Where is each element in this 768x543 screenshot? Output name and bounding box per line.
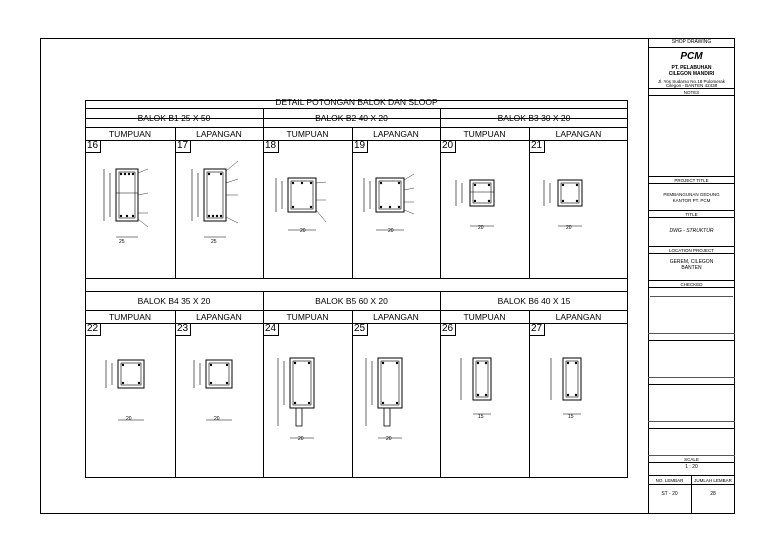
beam-section-drawing — [272, 350, 347, 445]
beam-section-drawing — [100, 155, 160, 250]
project-title: PEMBANGUNAN GEDUNG — [663, 192, 720, 197]
tumpuan-label: TUMPUAN — [286, 312, 329, 322]
title-block — [648, 38, 735, 514]
beam-name: BALOK B4 35 X 20 — [137, 296, 211, 306]
detail-number: 16 — [85, 140, 101, 153]
dim-width: 20 — [300, 228, 306, 234]
dim-width: 20 — [566, 225, 572, 231]
beam-section-drawing — [538, 170, 618, 235]
project-title-label: PROJECT TITLE — [674, 178, 709, 183]
company-address-2: Cilegon - BANTEN 42438 — [665, 83, 718, 88]
dim-width: 25 — [119, 239, 125, 245]
detail-number: 27 — [529, 323, 545, 336]
divider — [85, 310, 628, 311]
scale-value: 1 : 20 — [685, 464, 698, 470]
divider — [85, 108, 628, 109]
beam-name: BALOK B2 40 X 20 — [315, 113, 388, 123]
title-label: TITLE — [685, 212, 698, 217]
divider — [85, 278, 628, 279]
company-name: PT. PELABUHAN — [671, 65, 712, 71]
beam-section-drawing — [100, 350, 170, 425]
beam-name: BALOK B6 40 X 15 — [497, 296, 571, 306]
sheet-total: 28 — [710, 491, 716, 497]
drawing-title: DETAIL POTONGAN BALOK DAN SLOOP — [275, 97, 438, 107]
lapangan-label: LAPANGAN — [555, 312, 602, 322]
detail-number: 20 — [440, 140, 456, 153]
sheet-number: ST - 20 — [661, 491, 678, 497]
project-title-2: KANTOR PT. PCM — [672, 198, 711, 203]
sheet-no-label: NO. LEMBAR — [655, 478, 684, 483]
beam-name: BALOK B5 60 X 20 — [315, 296, 388, 306]
drawing-title-block: DWG - STRUKTUR — [669, 228, 714, 234]
detail-number: 17 — [175, 140, 191, 153]
sheet-total-label: JUMLAH LEMBAR — [694, 478, 732, 483]
beam-section-drawing — [188, 155, 250, 250]
beam-section-drawing — [455, 350, 525, 430]
tumpuan-label: TUMPUAN — [108, 312, 152, 322]
checked-label: CHECKED — [680, 282, 703, 287]
tumpuan-label: TUMPUAN — [286, 129, 329, 139]
detail-number: 26 — [440, 323, 456, 336]
detail-number: 24 — [263, 323, 279, 336]
lapangan-label: LAPANGAN — [555, 129, 602, 139]
location: GEREM, CILEGON — [669, 259, 714, 265]
lapangan-label: LAPANGAN — [196, 312, 242, 322]
dim-width: 20 — [298, 436, 304, 442]
detail-number: 23 — [175, 323, 191, 336]
detail-number: 21 — [529, 140, 545, 153]
notes-label: NOTES — [683, 90, 700, 95]
beam-section-drawing — [188, 350, 258, 425]
beam-section-drawing — [358, 170, 438, 240]
beam-name: BALOK B1 25 X 50 — [137, 113, 211, 123]
beam-section-drawing — [270, 170, 350, 240]
beam-name: BALOK B3 30 X 20 — [497, 113, 571, 123]
company-name-2: CILEGON MANDIRI — [668, 71, 715, 77]
lapangan-label: LAPANGAN — [196, 129, 242, 139]
dim-width: 15 — [478, 414, 484, 420]
beam-section-drawing — [545, 350, 615, 430]
divider — [85, 291, 628, 292]
dim-width: 20 — [386, 436, 392, 442]
sheet-header: SHOP DRAWING — [671, 39, 712, 45]
dim-width: 20 — [126, 416, 132, 422]
dim-width: 15 — [568, 414, 574, 420]
beam-section-drawing — [450, 170, 530, 235]
location-2: BANTEN — [681, 265, 702, 271]
company-logo: PCM — [680, 51, 703, 62]
detail-number: 25 — [352, 323, 368, 336]
scale-label: SCALE — [684, 457, 699, 462]
company-address: Jl. Yos Sudarso No.18 Pulomerak — [657, 79, 726, 84]
location-label: LOCATION PROJECT — [669, 248, 714, 253]
detail-number: 18 — [263, 140, 279, 153]
beam-section-drawing — [360, 350, 435, 445]
lapangan-label: LAPANGAN — [373, 129, 419, 139]
tumpuan-label: TUMPUAN — [463, 312, 506, 322]
lapangan-label: LAPANGAN — [373, 312, 419, 322]
tumpuan-label: TUMPUAN — [108, 129, 152, 139]
dim-width: 20 — [214, 416, 220, 422]
dim-width: 25 — [211, 239, 217, 245]
detail-number: 19 — [352, 140, 368, 153]
dim-width: 20 — [478, 225, 484, 231]
detail-number: 22 — [85, 323, 101, 336]
divider — [85, 127, 628, 128]
dim-width: 20 — [388, 228, 394, 234]
tumpuan-label: TUMPUAN — [463, 129, 506, 139]
